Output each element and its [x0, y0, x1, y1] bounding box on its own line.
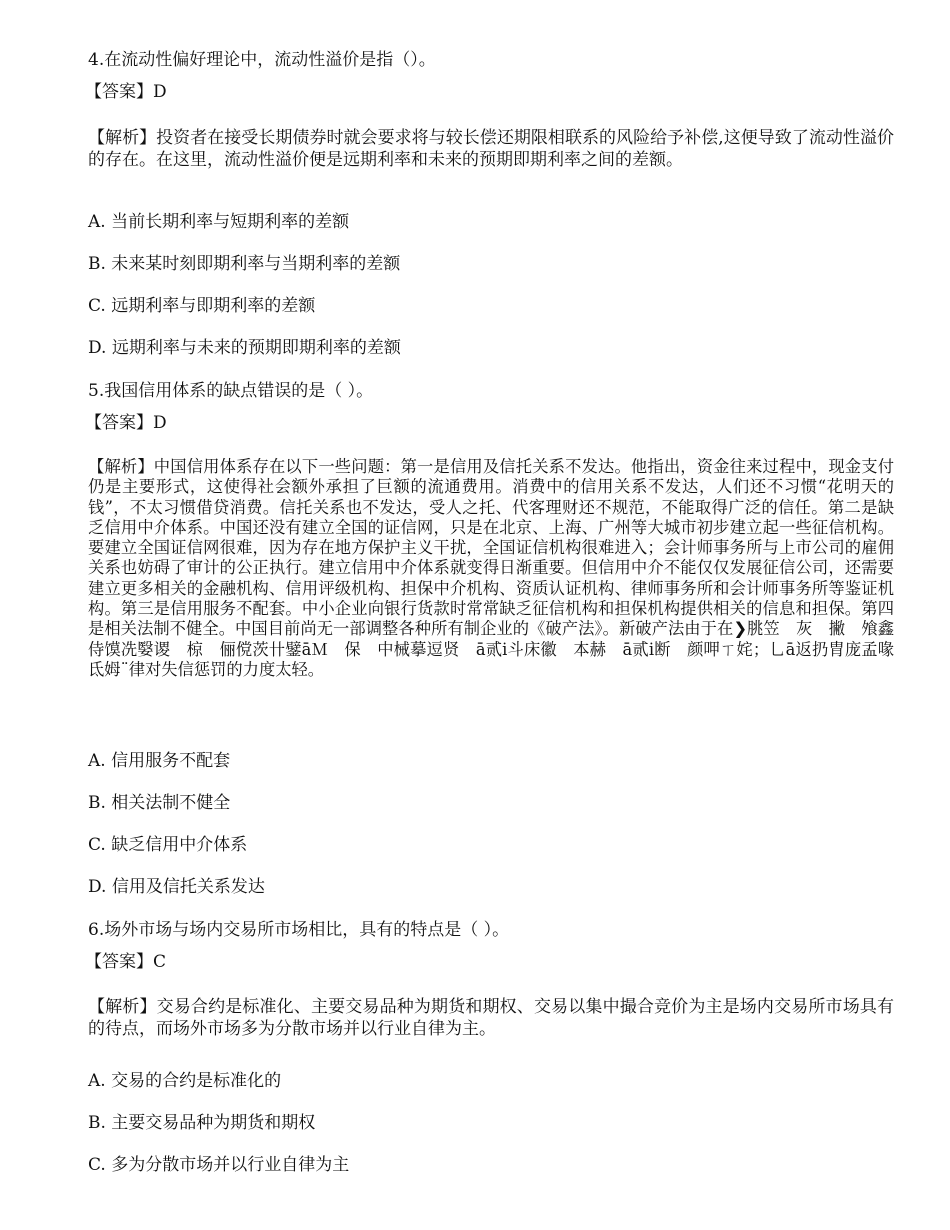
question-6-answer: 【答案】C [85, 952, 167, 972]
question-4-option-a: A. 当前长期利率与短期利率的差额 [88, 212, 350, 232]
question-5-analysis: 【解析】中国信用体系存在以下一些问题：第一是信用及信托关系不发达。他指出，资金往来过程中，现金支付仍是主要形式，这使得社会额外承担了巨额的流通费用。消费中的信用关系不发达，人们还不习惯“花明天的钱”，不太习惯借贷消费。信托关系也不发达，受人之托、代客理财还不规范，不能取得广泛的信任。第二是缺乏信用中介体系。中国还没有建立全国的证信网，只是在北京、上海、广州等大城市初步建立起一些征信机构。要建立全国证信网很难，因为存在地方保护主义干扰，全国证信机构很难进入；会计师事务所与上市公司的雇佣关系也妨碍了审计的公正执行。建立信用中介体系就变得日渐重要。但信用中介不能仅仅发展征信公司，还需要建立更多相关的金融机构、信用评级机构、担保中介机构、资质认证机构、律师事务所和会计师事务所等鉴证机构。第三是信用服务不配套。中小企业向银行货款时常常缺乏征信机构和担保机构提供相关的信息和担保。第四是相关法制不健全。中国目前尚无一部调整各种所有制企业的《破产法》。新破产法由于在❯朓笠 灰 撇 飧鑫侍馍冼嫛谡 椋 俪傥茨卄鐾āＭ 保 中械摹逗贤 ā贰ⅰ斗床徽 本赫 ā贰ⅰ断 颜呷ㄒ姹；乚ā返扔胄庞孟喙氐姆¨律对失信惩罚的力度太轻。 [88, 457, 894, 679]
question-5-option-a: A. 信用服务不配套 [88, 751, 231, 771]
question-6-title: 6.场外市场与场内交易所市场相比，具有的特点是（ ）。 [88, 920, 510, 940]
question-6-option-a: A. 交易的合约是标准化的 [88, 1071, 282, 1091]
question-6-option-b: B. 主要交易品种为期货和期权 [88, 1113, 316, 1133]
question-5-option-d: D. 信用及信托关系发达 [88, 877, 265, 897]
question-5-option-b: B. 相关法制不健全 [88, 793, 231, 813]
question-4-analysis: 【解析】投资者在接受长期债券时就会要求将与较长偿还期限相联系的风险给予补偿,这便导致了流动性溢价的存在。在这里，流动性溢价便是远期利率和未来的预期即期利率之间的差额。 [88, 128, 894, 170]
question-4-title: 4.在流动性偏好理论中，流动性溢价是指（）。 [88, 50, 436, 70]
question-5-title: 5.我国信用体系的缺点错误的是（ ）。 [88, 381, 374, 401]
question-4-answer: 【答案】D [85, 82, 167, 102]
question-5-option-c: C. 缺乏信用中介体系 [88, 835, 248, 855]
question-5-answer: 【答案】D [85, 413, 167, 433]
question-4-option-d: D. 远期利率与未来的预期即期利率的差额 [88, 338, 401, 358]
question-6-option-c: C. 多为分散市场并以行业自律为主 [88, 1155, 350, 1175]
question-4-option-b: B. 未来某时刻即期利率与当期利率的差额 [88, 254, 401, 274]
question-6-analysis: 【解析】交易合约是标准化、主要交易品种为期货和期权、交易以集中撮合竞价为主是场内交易所市场具有的待点，而场外市场多为分散市场并以行业自律为主。 [88, 997, 894, 1039]
question-4-option-c: C. 远期利率与即期利率的差额 [88, 296, 316, 316]
